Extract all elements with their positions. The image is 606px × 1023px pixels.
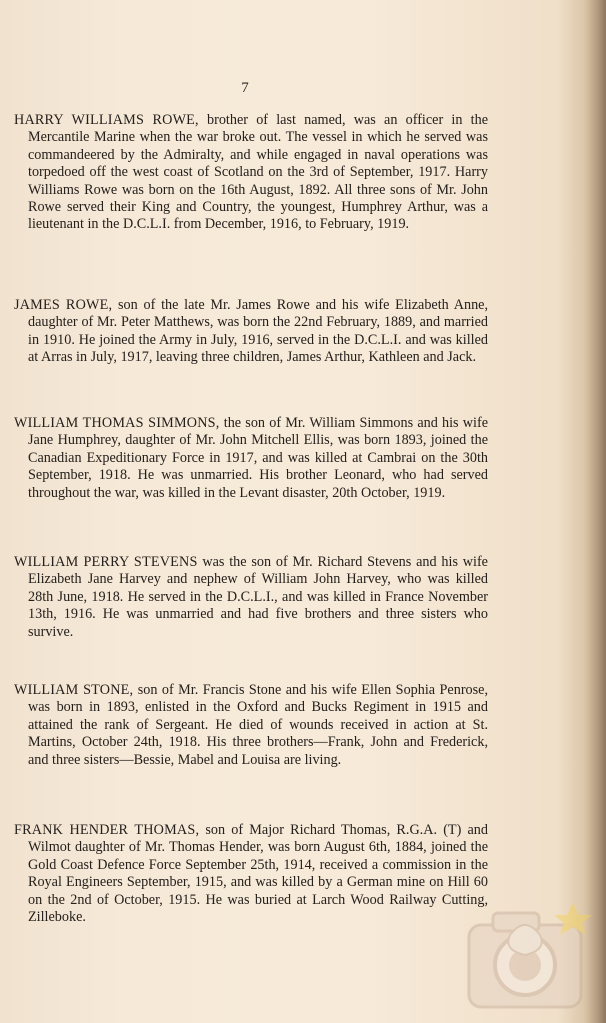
entry-name: HARRY WILLIAMS ROWE, <box>14 112 199 128</box>
entry-text: son of Mr. Francis Stone and his wife Ellen Sophia Penrose, was born in 1893, enlisted in the Oxford and Bucks Regiment in 1915 and attained the rank of Sergeant. He died of wounds received in action at St. Martins, October 24th, 1918. His three brothers—Frank, John and Frederick, and three sisters—Bessie, Mabel and Louisa are living. <box>28 682 489 768</box>
entry-text: the son of Mr. William Simmons and his wife Jane Humphrey, daughter of Mr. John Mitchell Ellis, was born 1893, joined the Canadian Expeditionary Force in 1917, and was killed at Cambrai on the 30th September, 1918. He was unmarried. His brother Leonard, who had served throughout the war, was killed in the Levant disaster, 20th October, 1919. <box>28 415 489 501</box>
entry-text: was the son of Mr. Richard Stevens and his wife Elizabeth Jane Harvey and nephew of William John Harvey, who was killed 28th June, 1918. He served in the D.C.L.I., and was killed in France November 13th, 1916. He was unmarried and had five brothers and three sisters who survive. <box>28 554 488 640</box>
entry-name: WILLIAM THOMAS SIMMONS, <box>14 415 220 431</box>
entry-text: son of the late Mr. James Rowe and his wife Elizabeth Anne, daughter of Mr. Peter Matthews, was born the 22nd February, 1889, and married in 1910. He joined the Army in July, 1916, served in the D.C.L.I. and was killed at Arras in July, 1917, leaving three children, James Arthur, Kathleen and Jack. <box>28 297 489 366</box>
obituary-entry-william-thomas-simmons <box>14 415 488 502</box>
obituary-entry-james-rowe <box>14 297 488 367</box>
obituary-entry-william-stone <box>14 682 488 769</box>
page-edge-shadow <box>584 0 606 1023</box>
entry-text: son of Major Richard Thomas, R.G.A. (T) and Wilmot daughter of Mr. Thomas Hender, was born August 6th, 1884, joined the Gold Coast Defence Force September 25th, 1914, received a commission in the Royal Engineers September, 1915, and was killed by a German mine on Hill 60 on the 2nd of October, 1915. He was buried at Larch Wood Railway Cutting, Zilleboke. <box>28 822 488 926</box>
entry-name: WILLIAM PERRY STEVENS <box>14 554 198 570</box>
obituary-entry-william-perry-stevens <box>14 554 488 641</box>
entry-name: WILLIAM STONE, <box>14 682 134 698</box>
entry-name: FRANK HENDER THOMAS, <box>14 822 200 838</box>
camera-watermark-icon <box>455 895 600 1015</box>
page-number: 7 <box>241 80 249 96</box>
entry-text: brother of last named, was an officer in the Mercantile Marine when the war broke out. The vessel in which he served was commandeered by the Admiralty, and while engaged in naval operations was torpedoed off the west coast of Scotland on the 3rd of September, 1917. Harry Williams Rowe was born on the 16th August, 1892. All three sons of Mr. John Rowe served their King and Country, the youngest, Humphrey Arthur, was a lieutenant in the D.C.L.I. from December, 1916, to February, 1919. <box>28 112 489 233</box>
entry-name: JAMES ROWE, <box>14 297 113 313</box>
obituary-entry-harry-williams-rowe <box>14 112 488 234</box>
obituary-entry-frank-hender-thomas <box>14 822 488 926</box>
